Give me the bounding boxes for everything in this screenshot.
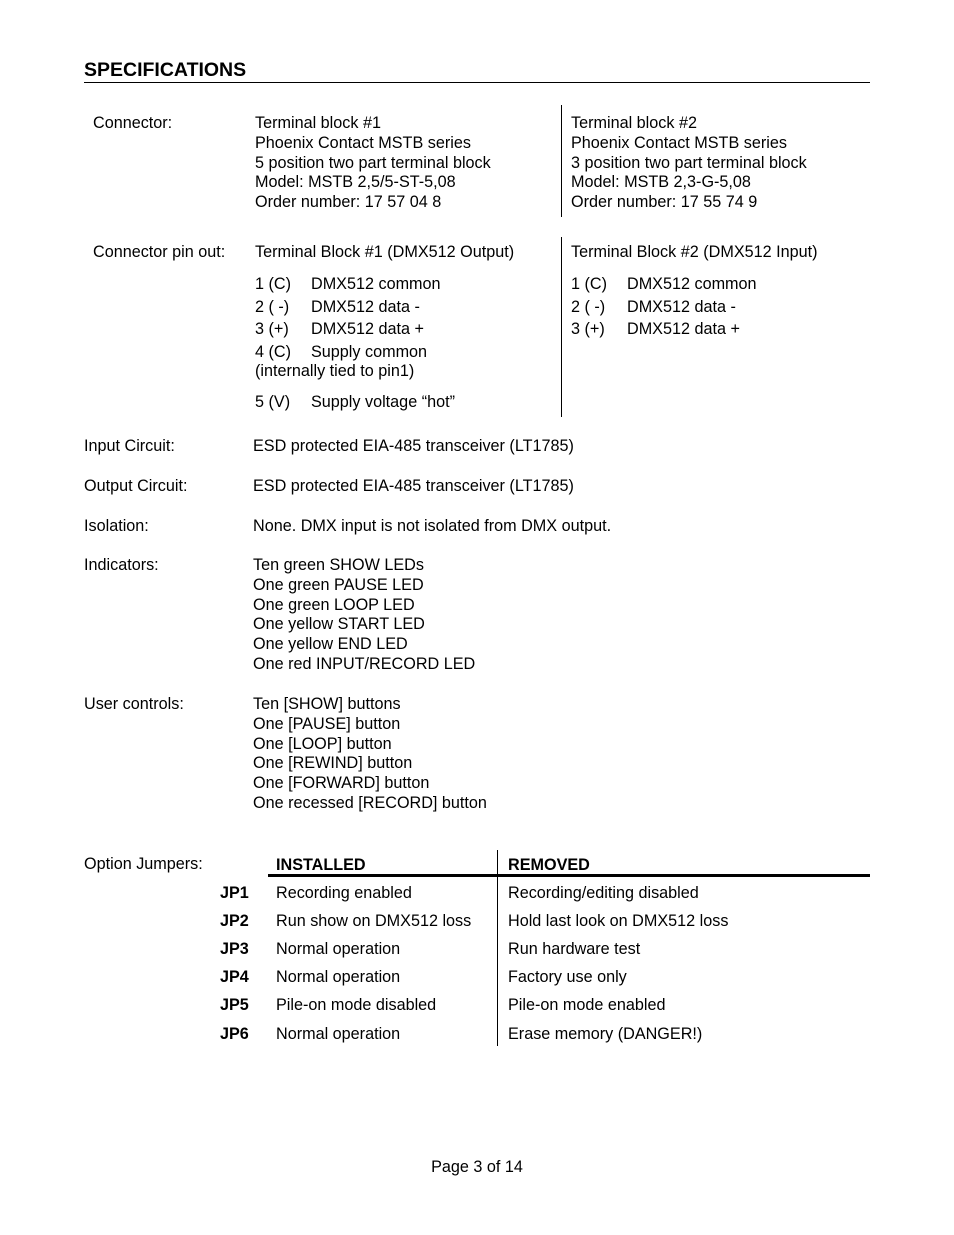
jumper-removed: Factory use only (508, 968, 627, 986)
pin-number: 3 (+) (571, 320, 605, 338)
tb1-line: Model: MSTB 2,5/5-ST-5,08 (255, 173, 456, 192)
user-controls-list (253, 695, 487, 814)
tb1-line: Phoenix Contact MSTB series (255, 133, 471, 152)
jumper-removed: Hold last look on DMX512 loss (508, 912, 729, 930)
indicator-item: One yellow START LED (253, 615, 425, 634)
tb2-line: Phoenix Contact MSTB series (571, 133, 787, 152)
connector-label: Connector: (93, 114, 173, 132)
jumper-header-rule (268, 874, 870, 877)
jumper-installed: Recording enabled (276, 884, 412, 902)
tb1-line: Terminal block #1 (255, 114, 381, 132)
pin-desc: DMX512 data + (311, 320, 424, 338)
jumper-id: JP3 (220, 940, 249, 958)
page-heading: SPECIFICATIONS (84, 59, 247, 81)
tb1-line: Order number: 17 57 04 8 (255, 193, 442, 212)
pin-desc: DMX512 common (311, 275, 441, 293)
page-number: Page 3 of 14 (431, 1158, 523, 1176)
indicator-item: Ten green SHOW LEDs (253, 556, 424, 574)
jumper-removed: Pile-on mode enabled (508, 996, 666, 1014)
control-item: One [PAUSE] button (253, 714, 401, 733)
indicator-item: One green LOOP LED (253, 595, 415, 614)
tb2-line: Order number: 17 55 74 9 (571, 193, 758, 212)
indicators-list (253, 556, 475, 675)
jumper-row (0, 935, 954, 963)
jumper-removed: Run hardware test (508, 940, 641, 958)
control-item: One recessed [RECORD] button (253, 793, 487, 812)
jumper-id: JP1 (220, 884, 249, 902)
input-circuit-value: ESD protected EIA-485 transceiver (LT1785) (253, 437, 574, 455)
tb2-pinout-title: Terminal Block #2 (DMX512 Input) (571, 243, 818, 261)
jumper-id: JP6 (220, 1025, 249, 1043)
pin-row (255, 318, 441, 341)
pin-row (571, 296, 757, 319)
jumper-installed: Normal operation (276, 968, 401, 986)
jumper-id: JP5 (220, 996, 249, 1014)
control-item: One [LOOP] button (253, 734, 392, 753)
indicators-label: Indicators: (84, 556, 159, 574)
pin-row (255, 341, 441, 364)
pin-desc: DMX512 common (627, 275, 757, 293)
pin-row (255, 273, 441, 296)
pin-number: 4 (C) (255, 342, 291, 361)
removed-header: REMOVED (508, 856, 590, 874)
pin-number: 3 (+) (255, 320, 289, 338)
jumper-id: JP2 (220, 912, 249, 930)
pin-desc: DMX512 data - (627, 297, 736, 316)
jumper-row (0, 879, 954, 907)
indicator-item: One yellow END LED (253, 635, 408, 654)
installed-header: INSTALLED (276, 856, 366, 874)
pin-row (571, 318, 757, 341)
control-item: One [FORWARD] button (253, 774, 430, 793)
jumper-installed: Pile-on mode disabled (276, 996, 437, 1014)
control-item: One [REWIND] button (253, 754, 413, 773)
pinout-label: Connector pin out: (93, 243, 226, 261)
jumper-row (0, 907, 954, 935)
pin-number: 1 (C) (255, 275, 291, 293)
jumper-installed: Normal operation (276, 940, 401, 958)
jumper-rows (0, 879, 954, 1049)
indicator-item: One green PAUSE LED (253, 575, 424, 594)
tb2-line: 3 position two part terminal block (571, 153, 807, 172)
pin-desc: Supply common (311, 342, 428, 361)
jumper-id: JP4 (220, 968, 249, 986)
pin-number: 1 (C) (571, 275, 607, 293)
pinout-divider (561, 237, 562, 417)
jumper-removed: Erase memory (DANGER!) (508, 1025, 703, 1043)
pin-row (255, 296, 441, 319)
jumper-installed: Normal operation (276, 1025, 401, 1043)
jumper-row (0, 991, 954, 1019)
output-circuit-label: Output Circuit: (84, 477, 188, 495)
heading-rule (84, 82, 870, 83)
tb2-pin-list (571, 273, 757, 341)
tb2-line: Model: MSTB 2,3-G-5,08 (571, 173, 751, 192)
pin-number: 5 (V) (255, 393, 291, 411)
pin-desc: DMX512 data - (311, 297, 420, 316)
jumpers-label: Option Jumpers: (84, 855, 203, 873)
jumper-row (0, 1020, 954, 1048)
connector-divider (561, 105, 562, 217)
pin-desc: DMX512 data + (627, 320, 740, 338)
isolation-value: None. DMX input is not isolated from DMX output. (253, 517, 612, 535)
tb2-line: Terminal block #2 (571, 114, 697, 132)
isolation-label: Isolation: (84, 517, 149, 535)
jumper-installed: Run show on DMX512 loss (276, 912, 472, 930)
input-circuit-label: Input Circuit: (84, 437, 175, 455)
pin-number: 2 ( -) (571, 297, 606, 316)
control-item: Ten [SHOW] buttons (253, 695, 401, 713)
tb1-line: 5 position two part terminal block (255, 153, 491, 172)
indicator-item: One red INPUT/RECORD LED (253, 654, 476, 673)
user-controls-label: User controls: (84, 695, 184, 713)
jumper-row (0, 963, 954, 991)
tb1-pinout-title: Terminal Block #1 (DMX512 Output) (255, 243, 515, 261)
output-circuit-value: ESD protected EIA-485 transceiver (LT1785) (253, 477, 574, 495)
tb1-pin-list (255, 273, 441, 363)
pin-desc: Supply voltage “hot” (311, 393, 455, 411)
pin4-note: (internally tied to pin1) (255, 362, 415, 380)
terminal-block-2-info (571, 114, 807, 213)
jumper-removed: Recording/editing disabled (508, 884, 699, 902)
pin-row (571, 273, 757, 296)
terminal-block-1-info (255, 114, 491, 213)
pin-row (255, 391, 455, 414)
pin-number: 2 ( -) (255, 297, 290, 316)
